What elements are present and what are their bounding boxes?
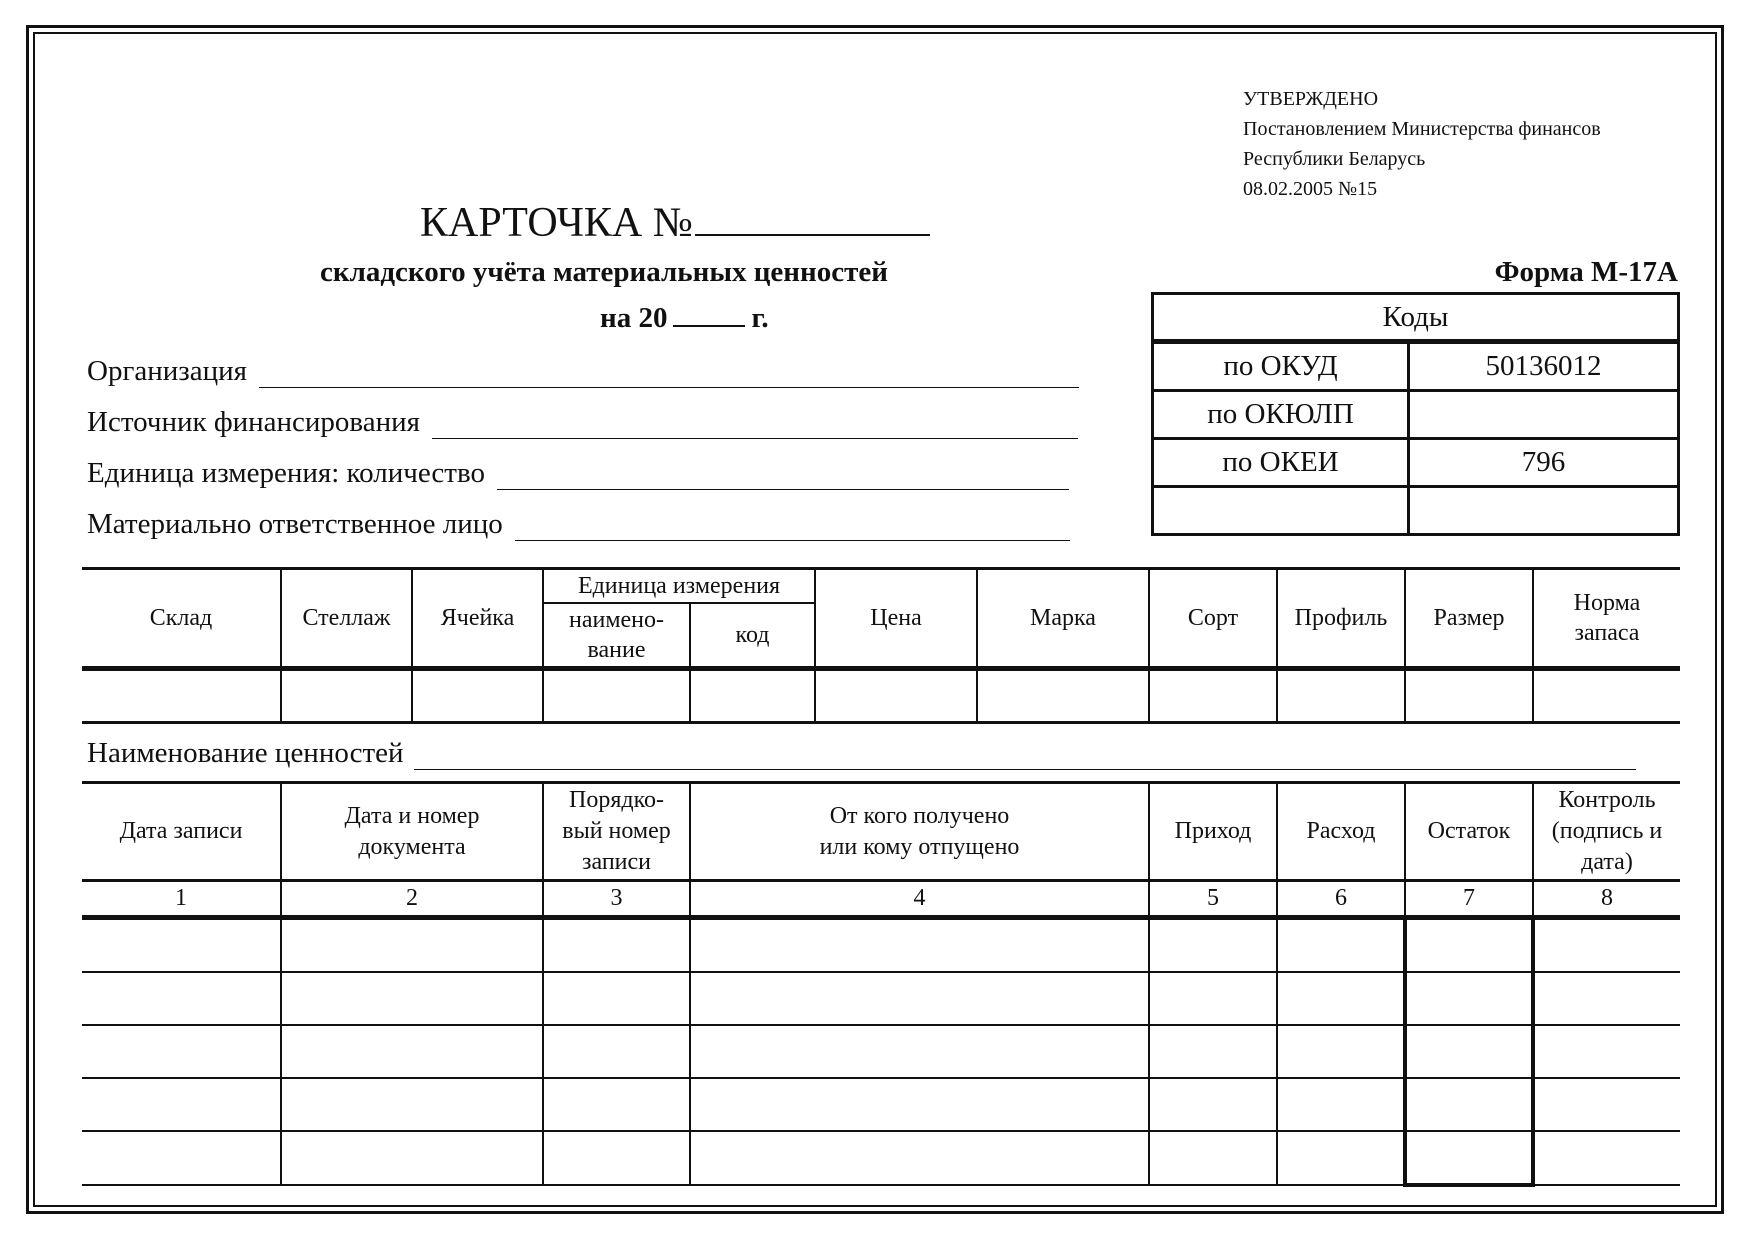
col-expense: Расход [1277, 783, 1405, 881]
col-number: 3 [543, 881, 690, 918]
card-number-field[interactable] [695, 198, 930, 236]
approval-line-1: УТВЕРЖДЕНО [1243, 88, 1379, 110]
ledger-cell[interactable] [82, 1131, 281, 1185]
col-number: 2 [281, 881, 543, 918]
col-brand: Марка [977, 569, 1149, 669]
responsible-person-field[interactable] [515, 514, 1070, 541]
col-unit-code: код [690, 603, 815, 669]
code-value-okud[interactable]: 50136012 [1409, 342, 1679, 391]
document-line-2: документа [358, 833, 466, 860]
ledger-cell[interactable] [690, 1025, 1149, 1078]
cell-grade[interactable] [1149, 669, 1277, 723]
control-line-1: Контроль [1558, 787, 1656, 813]
warehouse-data-row [82, 669, 1680, 723]
code-value-okei[interactable]: 796 [1409, 439, 1679, 487]
col-profile: Профиль [1277, 569, 1405, 669]
cell-unit-code[interactable] [690, 669, 815, 723]
col-number: 1 [82, 881, 281, 918]
ledger-row [82, 972, 1680, 1025]
ledger-cell[interactable] [82, 972, 281, 1025]
col-number: 8 [1533, 881, 1680, 918]
cell-brand[interactable] [977, 669, 1149, 723]
code-label-empty [1153, 487, 1409, 535]
col-sequence [543, 783, 690, 881]
responsible-person-row [87, 508, 1070, 541]
ledger-cell[interactable] [1149, 918, 1277, 973]
ledger-cell[interactable] [281, 1025, 543, 1078]
col-number: 5 [1149, 881, 1277, 918]
col-yacheyka: Ячейка [412, 569, 543, 669]
ledger-cell[interactable] [1277, 1131, 1405, 1185]
approval-line-4: 08.02.2005 №15 [1243, 178, 1378, 200]
ledger-cell[interactable] [543, 918, 690, 973]
ledger-cell[interactable] [1533, 1078, 1680, 1131]
col-party [690, 783, 1149, 881]
col-stellazh: Стеллаж [281, 569, 412, 669]
cell-profile[interactable] [1277, 669, 1405, 723]
codes-header: Коды [1153, 294, 1679, 342]
ledger-cell[interactable] [543, 1078, 690, 1131]
unit-quantity-row [87, 457, 1069, 490]
ledger-row [82, 1078, 1680, 1131]
col-control [1533, 783, 1680, 881]
ledger-cell[interactable] [1533, 1131, 1680, 1185]
balance-cell[interactable] [1405, 1025, 1533, 1078]
form-label: Форма М-17А [1494, 256, 1678, 288]
cell-unit-name[interactable] [543, 669, 690, 723]
ledger-cell[interactable] [281, 972, 543, 1025]
ledger-row [82, 1131, 1680, 1185]
year-prefix: на 20 [600, 302, 668, 334]
col-balance: Остаток [1405, 783, 1533, 881]
code-value-okyulp[interactable] [1409, 391, 1679, 439]
cell-stock-norm[interactable] [1533, 669, 1680, 723]
balance-cell[interactable] [1405, 918, 1533, 973]
control-line-2: (подпись и [1551, 818, 1663, 844]
ledger-cell[interactable] [543, 1131, 690, 1185]
balance-cell[interactable] [1405, 972, 1533, 1025]
funding-source-label: Источник финансирования [87, 406, 420, 438]
ledger-cell[interactable] [281, 918, 543, 973]
col-date: Дата записи [82, 783, 281, 881]
organization-row [87, 355, 1079, 388]
sequence-line-1: Порядко- [568, 787, 664, 813]
card-subtitle: складского учёта материальных ценностей [320, 256, 888, 288]
card-title [420, 198, 930, 247]
party-line-2: или кому отпущено [819, 833, 1020, 860]
ledger-cell[interactable] [690, 918, 1149, 973]
cell-stellazh[interactable] [281, 669, 412, 723]
ledger-cell[interactable] [1149, 1025, 1277, 1078]
ledger-cell[interactable] [281, 1078, 543, 1131]
col-price: Цена [815, 569, 977, 669]
card-title-text: КАРТОЧКА № [420, 200, 693, 246]
warehouse-table [82, 567, 1680, 724]
stock-norm-line-2: запаса [1574, 620, 1640, 646]
codes-table [1151, 292, 1680, 536]
valuables-name-field[interactable] [414, 743, 1636, 770]
document-line-1: Дата и номер [344, 802, 480, 829]
ledger-cell[interactable] [1533, 918, 1680, 973]
valuables-name-label: Наименование ценностей [87, 737, 404, 769]
col-number: 4 [690, 881, 1149, 918]
code-value-empty[interactable] [1409, 487, 1679, 535]
ledger-cell[interactable] [690, 972, 1149, 1025]
col-unit-group: Единица измерения [543, 569, 815, 604]
unit-quantity-label: Единица измерения: количество [87, 457, 485, 489]
balance-cell[interactable] [1405, 1131, 1533, 1185]
approval-line-3: Республики Беларусь [1243, 148, 1426, 170]
cell-sklad[interactable] [82, 669, 281, 723]
ledger-cell[interactable] [543, 972, 690, 1025]
col-number: 7 [1405, 881, 1533, 918]
stock-norm-line-1: Норма [1573, 590, 1641, 616]
unit-name-line-2: вание [587, 637, 646, 663]
ledger-cell[interactable] [1149, 972, 1277, 1025]
ledger-cell[interactable] [1277, 1025, 1405, 1078]
funding-source-row [87, 406, 1078, 439]
ledger-cell[interactable] [1277, 1078, 1405, 1131]
ledger-cell[interactable] [1533, 972, 1680, 1025]
unit-name-line-1: наимено- [568, 607, 664, 633]
ledger-row [82, 918, 1680, 973]
year-field[interactable] [673, 303, 745, 327]
column-number-row [82, 881, 1680, 918]
ledger-cell[interactable] [690, 1078, 1149, 1131]
col-stock-norm [1533, 569, 1680, 669]
ledger-cell[interactable] [1277, 972, 1405, 1025]
ledger-cell[interactable] [1149, 1078, 1277, 1131]
ledger-table [82, 781, 1680, 1187]
ledger-cell[interactable] [1149, 1131, 1277, 1185]
col-sklad: Склад [82, 569, 281, 669]
funding-source-field[interactable] [432, 412, 1078, 439]
ledger-row [82, 1025, 1680, 1078]
col-unit-name [543, 603, 690, 669]
organization-field[interactable] [259, 361, 1079, 388]
cell-size[interactable] [1405, 669, 1533, 723]
ledger-cell[interactable] [82, 918, 281, 973]
approval-block [1243, 84, 1601, 204]
approval-line-2: Постановлением Министерства финансов [1243, 118, 1601, 140]
col-size: Размер [1405, 569, 1533, 669]
cell-price[interactable] [815, 669, 977, 723]
ledger-cell[interactable] [1533, 1025, 1680, 1078]
control-line-3: дата) [1581, 849, 1633, 875]
organization-label: Организация [87, 355, 247, 387]
ledger-cell[interactable] [82, 1025, 281, 1078]
balance-cell[interactable] [1405, 1078, 1533, 1131]
cell-yacheyka[interactable] [412, 669, 543, 723]
code-label-okyulp: по ОКЮЛП [1153, 391, 1409, 439]
year-suffix: г. [751, 302, 769, 334]
party-line-1: От кого получено [829, 802, 1010, 829]
sequence-line-3: записи [582, 849, 651, 875]
sequence-line-2: вый номер [562, 818, 671, 844]
code-label-okud: по ОКУД [1153, 342, 1409, 391]
ledger-cell[interactable] [281, 1131, 543, 1185]
year-line [600, 302, 769, 335]
valuables-name-row [87, 737, 1636, 770]
ledger-cell[interactable] [82, 1078, 281, 1131]
ledger-cell[interactable] [1277, 918, 1405, 973]
col-document [281, 783, 543, 881]
ledger-cell[interactable] [690, 1131, 1149, 1185]
unit-quantity-field[interactable] [497, 463, 1069, 490]
ledger-cell[interactable] [543, 1025, 690, 1078]
code-label-okei: по ОКЕИ [1153, 439, 1409, 487]
col-grade: Сорт [1149, 569, 1277, 669]
col-income: Приход [1149, 783, 1277, 881]
responsible-person-label: Материально ответственное лицо [87, 508, 503, 540]
col-number: 6 [1277, 881, 1405, 918]
